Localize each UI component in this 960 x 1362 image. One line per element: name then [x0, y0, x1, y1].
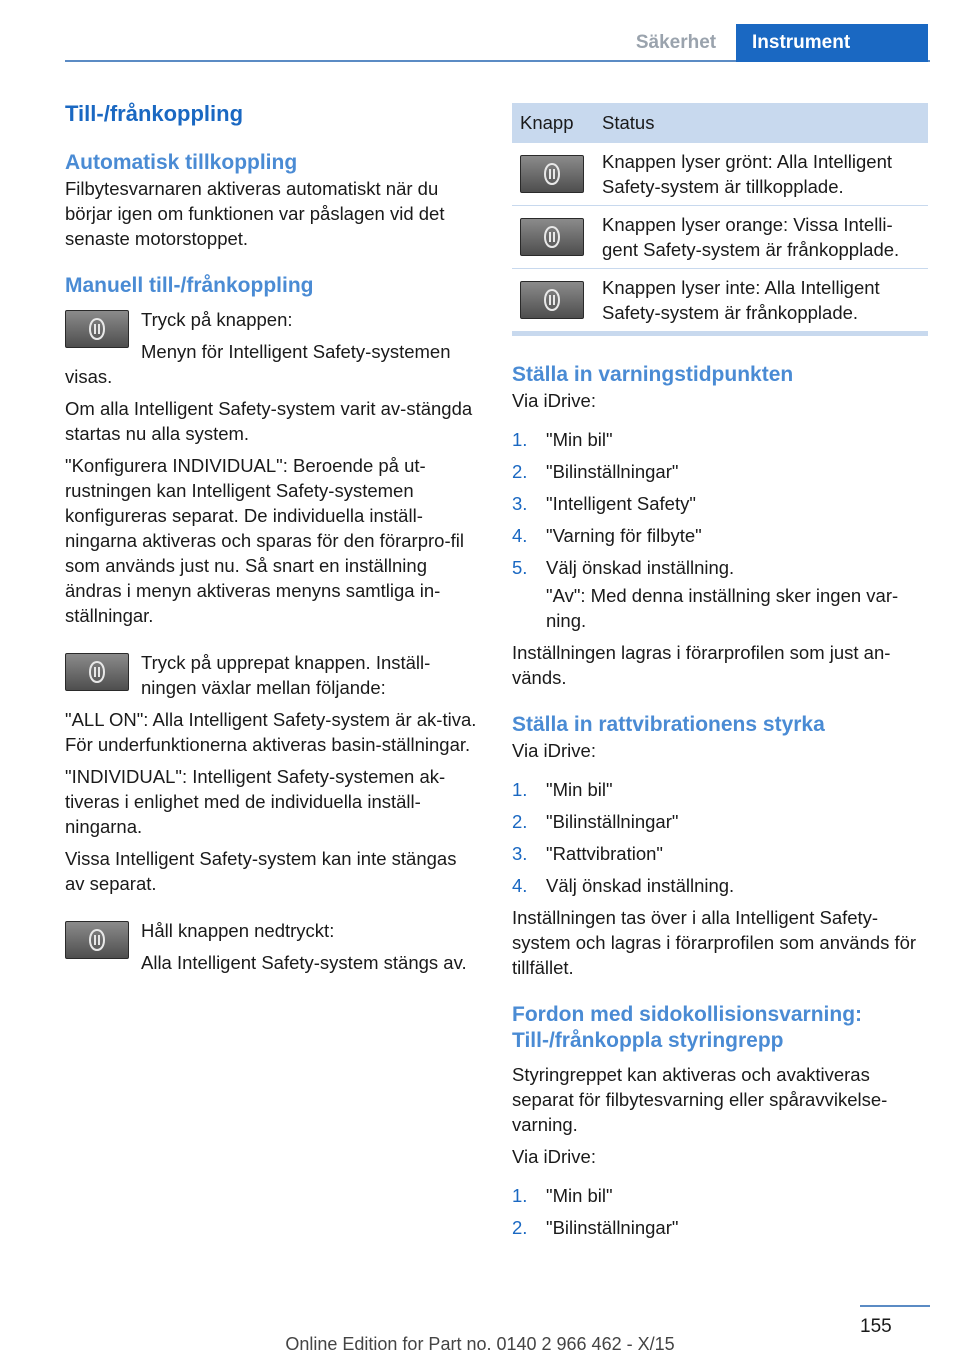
manual-heading: Manuell till-/frånkoppling	[65, 274, 314, 297]
side-heading: Fordon med sidokollisionsvarning: Till-/frånkoppla styringrepp	[512, 1003, 863, 1052]
all-off-text: Om alla Intelligent Safety-system varit av-stängda startas nu alla system.	[65, 398, 473, 444]
press-button-text: Tryck på knappen:	[141, 309, 293, 330]
list-item: 5. Välj önskad inställning.	[512, 557, 735, 578]
safety-button-icon	[520, 218, 584, 256]
table-header-status: Status	[594, 103, 928, 143]
individual-text: "Konfigurera INDIVIDUAL": Beroende på ut-rustningen kan Intelligent Safety-systemen konfigureras separat. De individuella inställ-ningarna aktiveras och sparas för den förarpro-fil som används just nu. Så snart en inställning ändras i menyn aktiveras menyns samtliga in-ställningar.	[65, 455, 464, 626]
safety-button-icon	[65, 310, 129, 348]
list-item: 3. "Rattvibration"	[512, 843, 663, 864]
tab-sakerhet[interactable]: Säkerhet	[635, 32, 717, 53]
list-item: 3. "Intelligent Safety"	[512, 493, 696, 514]
all-off2-text: Alla Intelligent Safety-system stängs av.	[141, 952, 467, 973]
vib-saved: Inställningen tas över i alla Intelligent Safety-system och lagras i förarprofilen som används för tillfället.	[512, 907, 917, 978]
repeat-press-text: Tryck på upprepat knappen. Inställ-ningen växlar mellan följande:	[141, 652, 431, 698]
list-item: 4. Välj önskad inställning.	[512, 875, 735, 896]
list-item: 2. "Bilinställningar"	[512, 461, 679, 482]
list-item: 4. "Varning för filbyte"	[512, 525, 702, 546]
list-item: 2. "Bilinställningar"	[512, 1217, 679, 1238]
via-idrive: Via iDrive:	[512, 1146, 596, 1167]
tab-instrument[interactable]: Instrument	[736, 24, 928, 62]
auto-heading: Automatisk tillkoppling	[65, 151, 298, 174]
side-steps	[512, 1183, 928, 1240]
status-cell: Knappen lyser grönt: Alla Intelligent Safety-system är tillkopplade.	[594, 143, 928, 206]
warn-saved: Inställningen lagras i förarprofilen som just an-vänds.	[512, 642, 891, 688]
via-idrive: Via iDrive:	[512, 740, 596, 761]
footer-rule	[860, 1305, 930, 1307]
page-number: 155	[860, 1316, 892, 1337]
hold-button-text: Håll knappen nedtryckt:	[141, 920, 335, 941]
list-item: 1. "Min bil"	[512, 429, 613, 450]
status-cell: Knappen lyser orange: Vissa Intelli-gent Safety-system är frånkopplade.	[594, 206, 928, 269]
warn-note: "Av": Med denna inställning sker ingen var-ning.	[546, 585, 899, 631]
button-status-table	[512, 103, 928, 332]
table-row	[512, 143, 928, 206]
some-cannot-text: Vissa Intelligent Safety-system kan inte stängas av separat.	[65, 848, 457, 894]
side-text: Styringreppet kan aktiveras och avaktiveras separat för filbytesvarning eller spåravvikelse-varning.	[512, 1064, 888, 1135]
status-cell: Knappen lyser inte: Alla Intelligent Safety-system är frånkopplade.	[594, 269, 928, 332]
via-idrive: Via iDrive:	[512, 390, 596, 411]
warn-steps	[512, 427, 928, 580]
menu-shown-text: Menyn för Intelligent Safety-systemen visas.	[65, 341, 451, 387]
safety-button-icon	[520, 281, 584, 319]
table-row	[512, 269, 928, 332]
table-row	[512, 206, 928, 269]
list-item: 1. "Min bil"	[512, 779, 613, 800]
safety-button-icon	[65, 653, 129, 691]
right-column	[512, 103, 928, 1247]
list-item: 2. "Bilinställningar"	[512, 811, 679, 832]
safety-button-icon	[65, 921, 129, 959]
safety-button-icon	[520, 155, 584, 193]
left-column	[65, 100, 480, 975]
table-header-button: Knapp	[512, 103, 594, 143]
all-on-text: "ALL ON": Alla Intelligent Safety-system är ak-tiva. För underfunktionerna aktiveras basin-ställningar.	[65, 709, 477, 755]
table-bottom-rule	[512, 332, 928, 336]
vib-steps	[512, 777, 928, 898]
edition-footer: Online Edition for Part no. 0140 2 966 462 - X/15	[285, 1334, 675, 1354]
individual2-text: "INDIVIDUAL": Intelligent Safety-systemen ak-tiveras i enlighet med de individuella inställ-ningarna.	[65, 766, 446, 837]
vib-heading: Ställa in rattvibrationens styrka	[512, 713, 825, 736]
list-item: 1. "Min bil"	[512, 1185, 613, 1206]
warn-heading: Ställa in varningstidpunkten	[512, 363, 794, 386]
section-title: Till-/frånkoppling	[65, 101, 244, 126]
auto-text: Filbytesvarnaren aktiveras automatiskt när du börjar igen om funktionen var påslagen vid det senaste motorstoppet.	[65, 178, 445, 249]
